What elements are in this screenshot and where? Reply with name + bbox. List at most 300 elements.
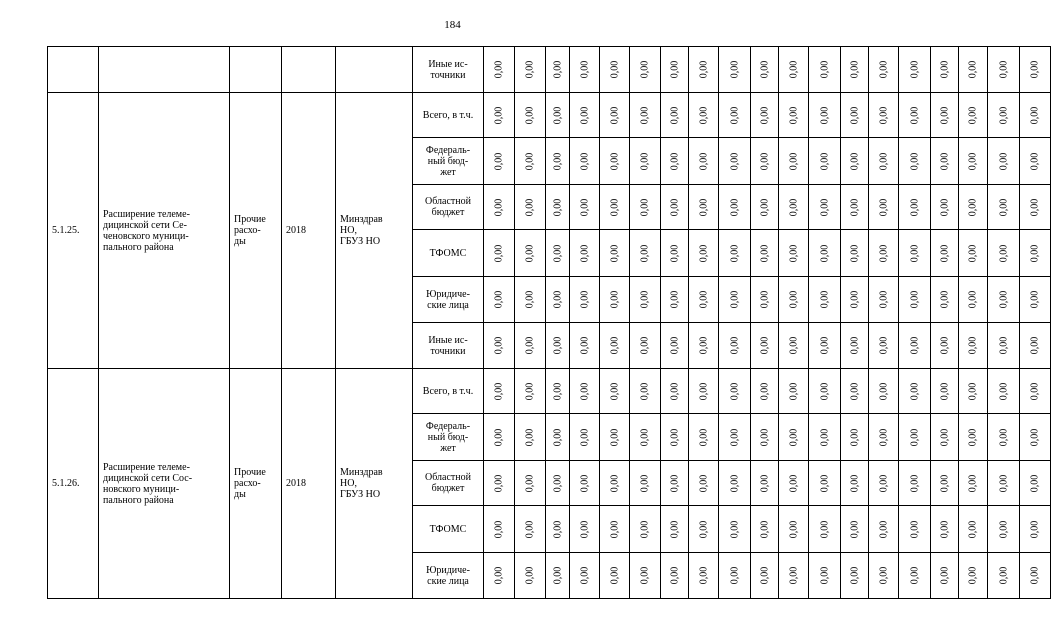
value-cell (1020, 93, 1051, 138)
value-cell (661, 230, 689, 277)
value-text: 0,00 (998, 336, 1009, 355)
value-cell (661, 506, 689, 553)
value-text: 0,00 (524, 474, 536, 492)
value-text: 0,00 (669, 336, 680, 355)
value-text: 0,00 (759, 106, 770, 124)
value-cell (719, 93, 751, 138)
value-text: 0,00 (939, 382, 950, 400)
value-text: 0,00 (967, 382, 979, 400)
item-number: 5.1.25. (48, 93, 99, 369)
expense-type: Прочие расхо- ды (230, 369, 282, 599)
value-cell (600, 506, 630, 553)
value-text: 0,00 (552, 520, 563, 538)
value-cell (869, 230, 899, 277)
value-text: 0,00 (552, 152, 563, 170)
value-text: 0,00 (493, 520, 505, 538)
value-text: 0,00 (1029, 152, 1041, 170)
value-text: 0,00 (552, 382, 563, 400)
value-text: 0,00 (849, 60, 860, 79)
value-text: 0,00 (579, 106, 590, 124)
value-text: 0,00 (493, 198, 505, 216)
value-text: 0,00 (729, 474, 740, 492)
value-text: 0,00 (552, 60, 563, 79)
value-cell (931, 414, 959, 461)
value-text: 0,00 (998, 106, 1009, 124)
value-cell (515, 369, 546, 414)
value-cell (931, 277, 959, 323)
value-cell (809, 369, 841, 414)
value-cell (1020, 553, 1051, 599)
value-text: 0,00 (729, 60, 740, 79)
value-cell (959, 414, 988, 461)
value-text: 0,00 (878, 428, 889, 446)
value-cell (899, 47, 931, 93)
value-cell (809, 277, 841, 323)
value-cell (751, 506, 779, 553)
value-text: 0,00 (1029, 382, 1041, 400)
value-text: 0,00 (939, 566, 950, 585)
value-cell (779, 323, 809, 369)
value-text: 0,00 (669, 566, 680, 585)
value-cell (689, 185, 719, 230)
value-cell (809, 93, 841, 138)
value-text: 0,00 (998, 198, 1009, 216)
value-text: 0,00 (669, 520, 680, 538)
value-text: 0,00 (552, 566, 563, 585)
value-cell (719, 553, 751, 599)
value-text: 0,00 (639, 290, 651, 309)
value-cell (600, 369, 630, 414)
value-cell (570, 461, 600, 506)
value-cell (869, 138, 899, 185)
value-cell (988, 369, 1020, 414)
value-cell (600, 93, 630, 138)
value-text: 0,00 (1029, 474, 1041, 492)
value-cell (988, 414, 1020, 461)
value-text: 0,00 (878, 336, 889, 355)
value-cell (719, 369, 751, 414)
funding-source: Областной бюджет (413, 185, 484, 230)
value-cell (570, 47, 600, 93)
value-text: 0,00 (729, 428, 740, 446)
value-text: 0,00 (669, 382, 680, 400)
value-text: 0,00 (878, 60, 889, 79)
value-text: 0,00 (788, 336, 799, 355)
value-cell (630, 553, 661, 599)
value-cell (546, 323, 570, 369)
value-text: 0,00 (524, 244, 536, 262)
value-cell (959, 138, 988, 185)
value-text: 0,00 (759, 152, 770, 170)
value-cell (630, 138, 661, 185)
value-text: 0,00 (579, 152, 590, 170)
value-cell (1020, 506, 1051, 553)
value-cell (931, 461, 959, 506)
value-text: 0,00 (698, 520, 709, 538)
value-cell (719, 277, 751, 323)
value-cell (988, 506, 1020, 553)
value-cell (546, 93, 570, 138)
value-cell (689, 506, 719, 553)
funding-source: Иные ис- точники (413, 47, 484, 93)
value-cell (484, 414, 515, 461)
value-cell (600, 185, 630, 230)
value-cell (484, 277, 515, 323)
value-cell (661, 277, 689, 323)
value-cell (809, 230, 841, 277)
value-text: 0,00 (609, 566, 620, 585)
value-text: 0,00 (939, 106, 950, 124)
table-row (48, 369, 1051, 414)
value-text: 0,00 (759, 428, 770, 446)
value-cell (899, 369, 931, 414)
value-cell (546, 230, 570, 277)
value-cell (959, 369, 988, 414)
value-text: 0,00 (609, 520, 620, 538)
value-text: 0,00 (967, 474, 979, 492)
value-text: 0,00 (729, 382, 740, 400)
value-text: 0,00 (939, 290, 950, 309)
table-row (48, 47, 1051, 93)
value-cell (515, 138, 546, 185)
value-cell (869, 277, 899, 323)
table-row (48, 93, 1051, 138)
value-cell (515, 461, 546, 506)
value-text: 0,00 (698, 428, 709, 446)
value-text: 0,00 (909, 566, 920, 585)
value-text: 0,00 (698, 382, 709, 400)
value-text: 0,00 (909, 152, 920, 170)
value-cell (630, 185, 661, 230)
value-text: 0,00 (729, 336, 740, 355)
value-cell (1020, 369, 1051, 414)
value-text: 0,00 (819, 290, 830, 309)
value-text: 0,00 (998, 382, 1009, 400)
value-text: 0,00 (493, 566, 505, 585)
value-text: 0,00 (609, 336, 620, 355)
value-cell (988, 93, 1020, 138)
value-text: 0,00 (552, 106, 563, 124)
value-text: 0,00 (698, 244, 709, 262)
value-text: 0,00 (493, 290, 505, 309)
value-text: 0,00 (878, 474, 889, 492)
value-text: 0,00 (1029, 520, 1041, 538)
value-text: 0,00 (669, 244, 680, 262)
funding-source: Юридиче- ские лица (413, 553, 484, 599)
value-cell (841, 138, 869, 185)
value-cell (841, 323, 869, 369)
value-cell (600, 323, 630, 369)
value-cell (1020, 461, 1051, 506)
funding-source: Федераль- ный бюд- жет (413, 138, 484, 185)
value-text: 0,00 (967, 244, 979, 262)
value-text: 0,00 (579, 336, 590, 355)
value-cell (869, 323, 899, 369)
value-text: 0,00 (493, 474, 505, 492)
value-text: 0,00 (967, 60, 979, 79)
value-text: 0,00 (493, 428, 505, 446)
value-text: 0,00 (878, 520, 889, 538)
value-text: 0,00 (819, 336, 830, 355)
value-cell (779, 369, 809, 414)
value-cell (899, 185, 931, 230)
item-number: 5.1.26. (48, 369, 99, 599)
value-cell (484, 369, 515, 414)
value-cell (899, 93, 931, 138)
value-cell (779, 230, 809, 277)
value-cell (841, 185, 869, 230)
value-text: 0,00 (609, 106, 620, 124)
value-cell (931, 138, 959, 185)
value-text: 0,00 (967, 290, 979, 309)
value-text: 0,00 (669, 106, 680, 124)
value-cell (1020, 47, 1051, 93)
value-text: 0,00 (849, 198, 860, 216)
value-cell (661, 47, 689, 93)
value-cell (899, 138, 931, 185)
item-name (99, 47, 230, 93)
value-cell (841, 369, 869, 414)
value-cell (1020, 230, 1051, 277)
value-text: 0,00 (669, 290, 680, 309)
value-cell (719, 138, 751, 185)
value-cell (570, 230, 600, 277)
value-cell (661, 138, 689, 185)
value-text: 0,00 (849, 106, 860, 124)
value-cell (869, 47, 899, 93)
value-text: 0,00 (909, 106, 920, 124)
value-cell (959, 323, 988, 369)
value-cell (600, 47, 630, 93)
value-text: 0,00 (698, 152, 709, 170)
value-text: 0,00 (493, 336, 505, 355)
value-cell (869, 553, 899, 599)
value-text: 0,00 (639, 520, 651, 538)
value-text: 0,00 (609, 474, 620, 492)
value-text: 0,00 (524, 336, 536, 355)
value-text: 0,00 (524, 106, 536, 124)
value-text: 0,00 (729, 106, 740, 124)
value-text: 0,00 (524, 152, 536, 170)
value-cell (841, 414, 869, 461)
value-text: 0,00 (759, 382, 770, 400)
value-text: 0,00 (967, 336, 979, 355)
value-cell (661, 553, 689, 599)
value-text: 0,00 (967, 428, 979, 446)
value-text: 0,00 (909, 290, 920, 309)
value-text: 0,00 (788, 198, 799, 216)
value-text: 0,00 (698, 106, 709, 124)
value-text: 0,00 (878, 244, 889, 262)
value-cell (751, 47, 779, 93)
value-cell (570, 93, 600, 138)
value-text: 0,00 (669, 428, 680, 446)
item-executor: Минздрав НО, ГБУЗ НО (336, 369, 413, 599)
value-text: 0,00 (849, 290, 860, 309)
value-cell (661, 185, 689, 230)
value-cell (779, 506, 809, 553)
value-text: 0,00 (967, 106, 979, 124)
value-cell (546, 185, 570, 230)
value-cell (869, 369, 899, 414)
value-text: 0,00 (759, 60, 770, 79)
value-cell (630, 414, 661, 461)
value-text: 0,00 (878, 106, 889, 124)
value-cell (661, 93, 689, 138)
value-text: 0,00 (998, 428, 1009, 446)
value-cell (689, 138, 719, 185)
value-text: 0,00 (698, 336, 709, 355)
value-cell (899, 553, 931, 599)
value-cell (931, 230, 959, 277)
value-text: 0,00 (579, 428, 590, 446)
value-cell (899, 506, 931, 553)
value-text: 0,00 (819, 520, 830, 538)
value-cell (484, 47, 515, 93)
value-cell (899, 277, 931, 323)
value-text: 0,00 (493, 244, 505, 262)
value-text: 0,00 (493, 60, 505, 79)
value-cell (751, 138, 779, 185)
value-text: 0,00 (788, 244, 799, 262)
item-name: Расширение телеме- дицинской сети Сос- новского муници- пального района (99, 369, 230, 599)
budget-table (47, 46, 1051, 599)
value-cell (841, 93, 869, 138)
value-text: 0,00 (524, 198, 536, 216)
value-text: 0,00 (639, 106, 651, 124)
value-text: 0,00 (1029, 428, 1041, 446)
value-cell (779, 277, 809, 323)
value-text: 0,00 (909, 244, 920, 262)
value-text: 0,00 (998, 60, 1009, 79)
value-text: 0,00 (729, 290, 740, 309)
value-cell (959, 185, 988, 230)
value-text: 0,00 (939, 152, 950, 170)
value-text: 0,00 (849, 382, 860, 400)
value-text: 0,00 (998, 566, 1009, 585)
value-cell (570, 138, 600, 185)
value-cell (1020, 414, 1051, 461)
value-text: 0,00 (579, 244, 590, 262)
value-text: 0,00 (639, 428, 651, 446)
value-text: 0,00 (998, 474, 1009, 492)
page-number: 184 (444, 19, 461, 31)
value-cell (959, 461, 988, 506)
funding-source: Иные ис- точники (413, 323, 484, 369)
value-cell (515, 414, 546, 461)
value-cell (719, 461, 751, 506)
value-text: 0,00 (1029, 198, 1041, 216)
value-cell (484, 506, 515, 553)
value-text: 0,00 (878, 152, 889, 170)
value-cell (515, 230, 546, 277)
value-text: 0,00 (939, 198, 950, 216)
item-executor: Минздрав НО, ГБУЗ НО (336, 93, 413, 369)
value-cell (689, 369, 719, 414)
value-text: 0,00 (729, 244, 740, 262)
value-text: 0,00 (579, 520, 590, 538)
value-cell (988, 138, 1020, 185)
value-cell (661, 461, 689, 506)
value-text: 0,00 (524, 428, 536, 446)
value-text: 0,00 (819, 198, 830, 216)
value-text: 0,00 (552, 474, 563, 492)
value-text: 0,00 (669, 152, 680, 170)
value-cell (841, 461, 869, 506)
value-cell (515, 506, 546, 553)
value-cell (988, 461, 1020, 506)
value-text: 0,00 (639, 566, 651, 585)
value-cell (546, 553, 570, 599)
value-text: 0,00 (849, 244, 860, 262)
value-cell (546, 277, 570, 323)
value-text: 0,00 (493, 106, 505, 124)
value-cell (959, 93, 988, 138)
item-year: 2018 (282, 369, 336, 599)
item-name: Расширение телеме- дицинской сети Се- ченовского муници- пального района (99, 93, 230, 369)
value-cell (869, 185, 899, 230)
value-cell (570, 277, 600, 323)
value-cell (869, 506, 899, 553)
value-cell (570, 185, 600, 230)
value-cell (719, 323, 751, 369)
value-text: 0,00 (552, 428, 563, 446)
value-text: 0,00 (1029, 244, 1041, 262)
value-cell (484, 138, 515, 185)
value-cell (988, 185, 1020, 230)
value-cell (600, 277, 630, 323)
value-text: 0,00 (1029, 106, 1041, 124)
value-text: 0,00 (729, 566, 740, 585)
value-text: 0,00 (524, 290, 536, 309)
value-text: 0,00 (698, 198, 709, 216)
value-cell (899, 461, 931, 506)
value-text: 0,00 (579, 290, 590, 309)
value-text: 0,00 (552, 336, 563, 355)
value-cell (841, 47, 869, 93)
value-text: 0,00 (579, 382, 590, 400)
value-cell (661, 369, 689, 414)
value-text: 0,00 (819, 382, 830, 400)
value-cell (931, 506, 959, 553)
value-cell (689, 323, 719, 369)
value-text: 0,00 (1029, 290, 1041, 309)
value-text: 0,00 (579, 474, 590, 492)
value-cell (689, 277, 719, 323)
value-cell (515, 553, 546, 599)
value-cell (484, 93, 515, 138)
value-text: 0,00 (788, 474, 799, 492)
value-cell (959, 506, 988, 553)
value-cell (751, 323, 779, 369)
value-text: 0,00 (788, 290, 799, 309)
value-text: 0,00 (998, 520, 1009, 538)
item-number (48, 47, 99, 93)
value-cell (546, 369, 570, 414)
value-cell (841, 506, 869, 553)
value-cell (1020, 277, 1051, 323)
value-text: 0,00 (939, 474, 950, 492)
value-cell (689, 461, 719, 506)
value-cell (484, 553, 515, 599)
value-text: 0,00 (524, 382, 536, 400)
value-cell (719, 185, 751, 230)
value-cell (570, 414, 600, 461)
value-text: 0,00 (788, 382, 799, 400)
value-cell (689, 553, 719, 599)
value-cell (779, 553, 809, 599)
value-cell (931, 369, 959, 414)
